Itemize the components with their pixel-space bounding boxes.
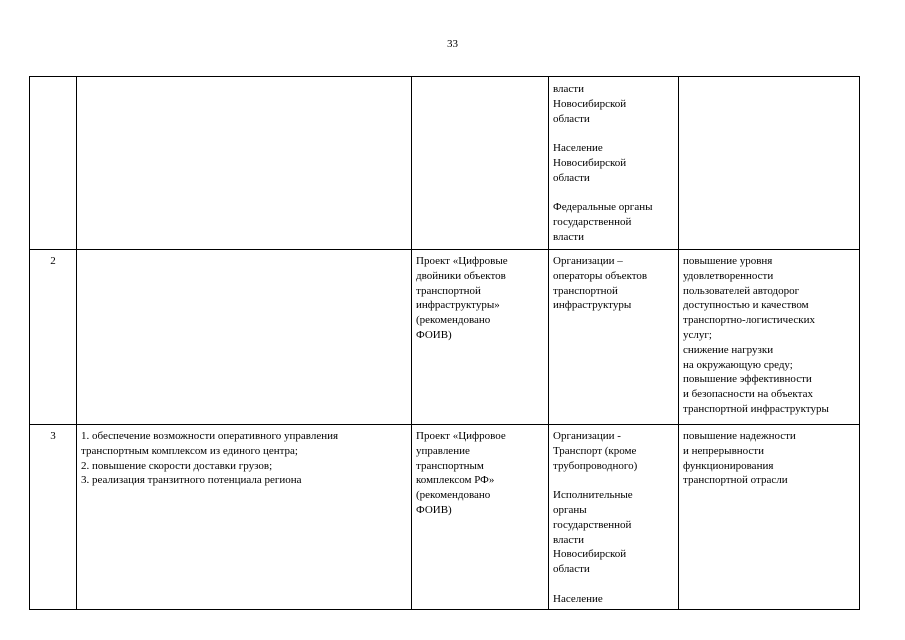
effects-line: повышение эффективности	[683, 373, 812, 386]
project-line: (рекомендовано	[416, 489, 491, 502]
effects-line: и безопасности на объектах	[683, 388, 813, 401]
effects-cell	[679, 250, 860, 425]
effects-line: услуг;	[683, 328, 712, 341]
project-line: комплексом РФ»	[416, 474, 495, 487]
effects-line: функционирования	[683, 459, 774, 472]
participants-line: Новосибирской	[553, 548, 627, 561]
tasks-cell	[77, 77, 412, 250]
participants-line: области	[553, 171, 590, 184]
participants-line: Население	[553, 142, 603, 155]
participants-line: трубопроводного)	[553, 459, 638, 472]
project-line: двойники объектов	[416, 269, 506, 282]
participants-line: инфраструктуры	[553, 299, 632, 312]
row-number-cell	[30, 77, 77, 250]
project-line: Проект «Цифровые	[416, 255, 508, 267]
participants-line: Новосибирской	[553, 97, 627, 110]
tasks-line: транспортным комплексом из единого центра;	[81, 444, 298, 457]
row-number-cell	[30, 425, 77, 610]
row-number: 3	[50, 430, 56, 442]
project-line: управление	[416, 444, 470, 457]
participants-line: органы	[553, 503, 587, 516]
effects-cell	[679, 77, 860, 250]
table-row	[30, 425, 860, 610]
participants-line: области	[553, 563, 590, 576]
effects-line: пользователей автодорог	[683, 284, 800, 297]
row-number-cell	[30, 250, 77, 425]
participants-line: власти	[553, 230, 584, 243]
participants-line: власти	[553, 83, 584, 95]
participants-line: Транспорт (кроме	[553, 444, 637, 457]
project-line: инфраструктуры»	[416, 299, 500, 312]
participants-line: Федеральные органы	[553, 201, 653, 214]
participants-line: Исполнительные	[553, 489, 633, 502]
effects-line: снижение нагрузки	[683, 343, 774, 356]
tasks-cell	[77, 250, 412, 425]
effects-line: повышение надежности	[683, 430, 796, 442]
tasks-line: 2. повышение скорости доставки грузов;	[81, 459, 273, 472]
effects-line: транспортной отрасли	[683, 474, 788, 487]
project-cell	[412, 425, 549, 610]
project-line: ФОИВ)	[416, 503, 452, 516]
effects-line: и непрерывности	[683, 444, 764, 457]
tasks-line: 1. обеспечение возможности оперативного управления	[81, 430, 339, 442]
participants-line: Организации –	[553, 255, 623, 267]
table-row	[30, 77, 860, 250]
participants-line: Организации -	[553, 430, 621, 442]
participants-cell	[549, 77, 679, 250]
participants-line: власти	[553, 533, 584, 546]
participants-line: государственной	[553, 216, 632, 229]
row-number: 2	[50, 255, 56, 267]
participants-line: транспортной	[553, 284, 618, 297]
effects-line: на окружающую среду;	[683, 358, 793, 371]
document-table	[29, 76, 860, 610]
participants-line: Население	[553, 592, 603, 605]
participants-line: операторы объектов	[553, 269, 648, 282]
page-number: 33	[447, 38, 458, 50]
participants-line: Новосибирской	[553, 156, 627, 169]
participants-cell	[549, 425, 679, 610]
project-cell	[412, 77, 549, 250]
effects-line: удовлетворенности	[683, 269, 774, 282]
table-row	[30, 250, 860, 425]
tasks-line: 3. реализация транзитного потенциала региона	[81, 474, 302, 487]
participants-cell	[549, 250, 679, 425]
project-line: (рекомендовано	[416, 314, 491, 327]
effects-line: доступностью и качеством	[683, 299, 809, 312]
project-line: транспортной	[416, 284, 481, 297]
effects-line: транспортной инфраструктуры	[683, 402, 829, 415]
participants-line: области	[553, 112, 590, 125]
project-line: ФОИВ)	[416, 328, 452, 341]
effects-cell	[679, 425, 860, 610]
effects-line: повышение уровня	[683, 255, 773, 267]
project-line: Проект «Цифровое	[416, 430, 506, 442]
tasks-cell	[77, 425, 412, 610]
participants-line: государственной	[553, 518, 632, 531]
project-cell	[412, 250, 549, 425]
project-line: транспортным	[416, 459, 484, 472]
effects-line: транспортно-логистических	[683, 314, 815, 327]
